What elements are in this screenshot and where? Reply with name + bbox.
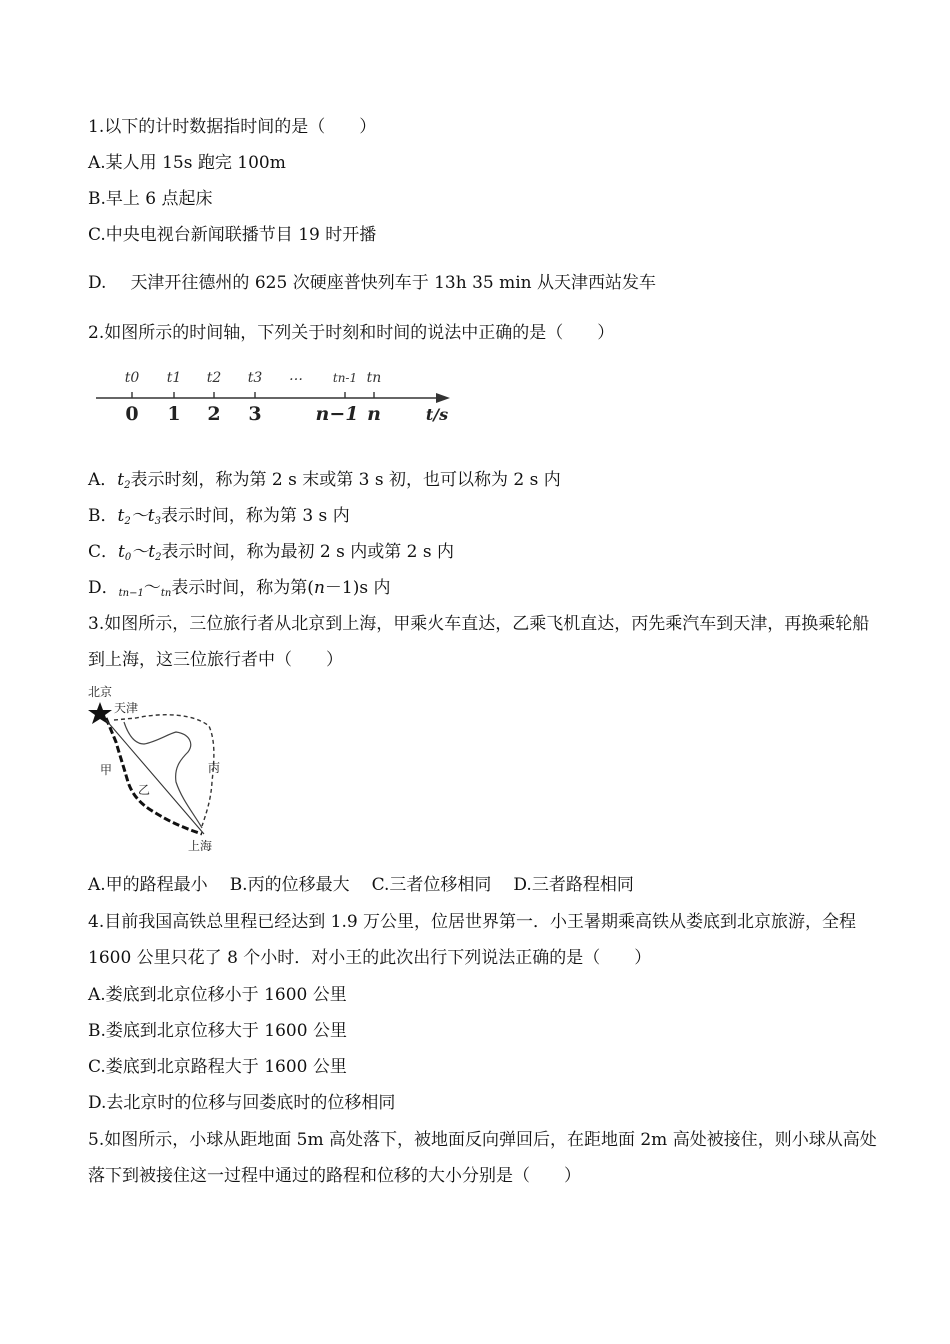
label-unit: t/s [425,405,449,424]
map-label-shanghai: 上海 [188,839,213,853]
map-label-bing: 丙 [208,761,221,775]
q3-option-a: A.甲的路程最小 [88,875,208,895]
map-label-jia: 甲 [100,763,113,777]
label-0: 0 [125,403,139,425]
label-1: 1 [167,403,181,425]
q2-option-d-label: D． [88,578,119,598]
q2-option-a-label: A． [88,470,118,490]
label-3: 3 [248,403,262,425]
q3-option-d: D.三者路程相同 [513,875,634,895]
q3-option-c: C.三者位移相同 [371,875,492,895]
label-n-1: n−1 [315,403,359,425]
q2-option-a [88,469,561,497]
q2-option-d-text: 表示时间，称为第( [171,578,314,598]
time-axis-figure [92,360,462,432]
route-map-figure [84,682,234,857]
q1-option-d-text: 天津开往德州的 625 次硬座普快列车于 13h 35 min 从天津西站发车 [130,273,657,293]
q2-d-var2: tn [160,588,172,599]
q4-option-a: A.娄底到北京位移小于 1600 公里 [88,985,347,1005]
q4-option-b: B.娄底到北京位移大于 1600 公里 [88,1021,347,1041]
q2-option-b-text: 表示时间，称为第 3 s 内 [160,506,350,526]
label-ellipsis: … [289,368,303,384]
map-label-yi: 乙 [138,783,151,797]
q2-option-c [88,541,454,569]
label-t1: t1 [166,370,182,386]
q1-option-c: C.中央电视台新闻联播节目 19 时开播 [88,225,377,245]
q2-d-tilde: ～ [143,578,161,598]
q2-option-a-text: 表示时刻，称为第 2 s 末或第 3 s 初，也可以称为 2 s 内 [130,470,561,490]
q2-option-c-text: 表示时间，称为最初 2 s 内或第 2 s 内 [161,542,454,562]
label-2: 2 [207,403,221,425]
q2-option-b-label: B． [88,506,118,526]
q4-option-d: D.去北京时的位移与回娄底时的位移相同 [88,1093,396,1113]
q2-option-d [88,577,390,605]
route-bing [114,715,214,826]
route-yi [106,720,204,834]
map-label-tianjin: 天津 [114,701,139,715]
label-t0: t0 [124,370,140,386]
q1-option-d [88,272,656,294]
q2-d-n: n [313,578,325,598]
label-t3: t3 [247,370,263,386]
q4-stem: 4.目前我国高铁总里程已经达到 1.9 万公里，位居世界第一．小王暑期乘高铁从娄底到北京旅游，全程 1600 公里只花了 8 个小时．对小王的此次出行下列说法正确的是（ ） [88,912,857,968]
q3-stem: 3.如图所示，三位旅行者从北京到上海，甲乘火车直达，乙乘飞机直达，丙先乘汽车到天津，再换乘轮船到上海，这三位旅行者中（ ） [88,614,870,670]
q2-option-c-label: C． [88,542,119,562]
q4-option-c: C.娄底到北京路程大于 1600 公里 [88,1057,347,1077]
q2-option-b [88,505,350,533]
q1-option-d-label: D. [88,273,107,293]
label-tn-1: tn-1 [332,371,358,385]
q2-option-d-end: －1)s 内 [324,578,391,598]
q1-stem: 1.以下的计时数据指时间的是（ ） [88,117,377,137]
label-n: n [367,403,381,425]
label-t2: t2 [206,370,222,386]
q2-a-var: $t_2$ [117,470,131,491]
q3-options [88,874,634,896]
q2-d-var1: tn−1 [118,588,144,599]
q1-option-b: B.早上 6 点起床 [88,189,213,209]
map-label-beijing: 北京 [88,685,113,699]
q2-b-var: $t_2\sim t_3$ [117,506,161,527]
time-axis-arrow [436,393,450,403]
q2-c-var: $t_0\sim t_2$ [118,542,162,563]
label-tn: tn [366,370,382,386]
coastline [124,722,202,828]
q3-option-b: B.丙的位移最大 [229,875,350,895]
q1-option-a: A.某人用 15s 跑完 100m [88,153,286,173]
q5-stem: 5.如图所示，小球从距地面 5m 高处落下，被地面反向弹回后，在距地面 2m 高处被接住，则小球从高处落下到被接住这一过程中通过的路程和位移的大小分别是（ ） [88,1130,877,1186]
q2-stem: 2.如图所示的时间轴，下列关于时刻和时间的说法中正确的是（ ） [88,323,615,343]
